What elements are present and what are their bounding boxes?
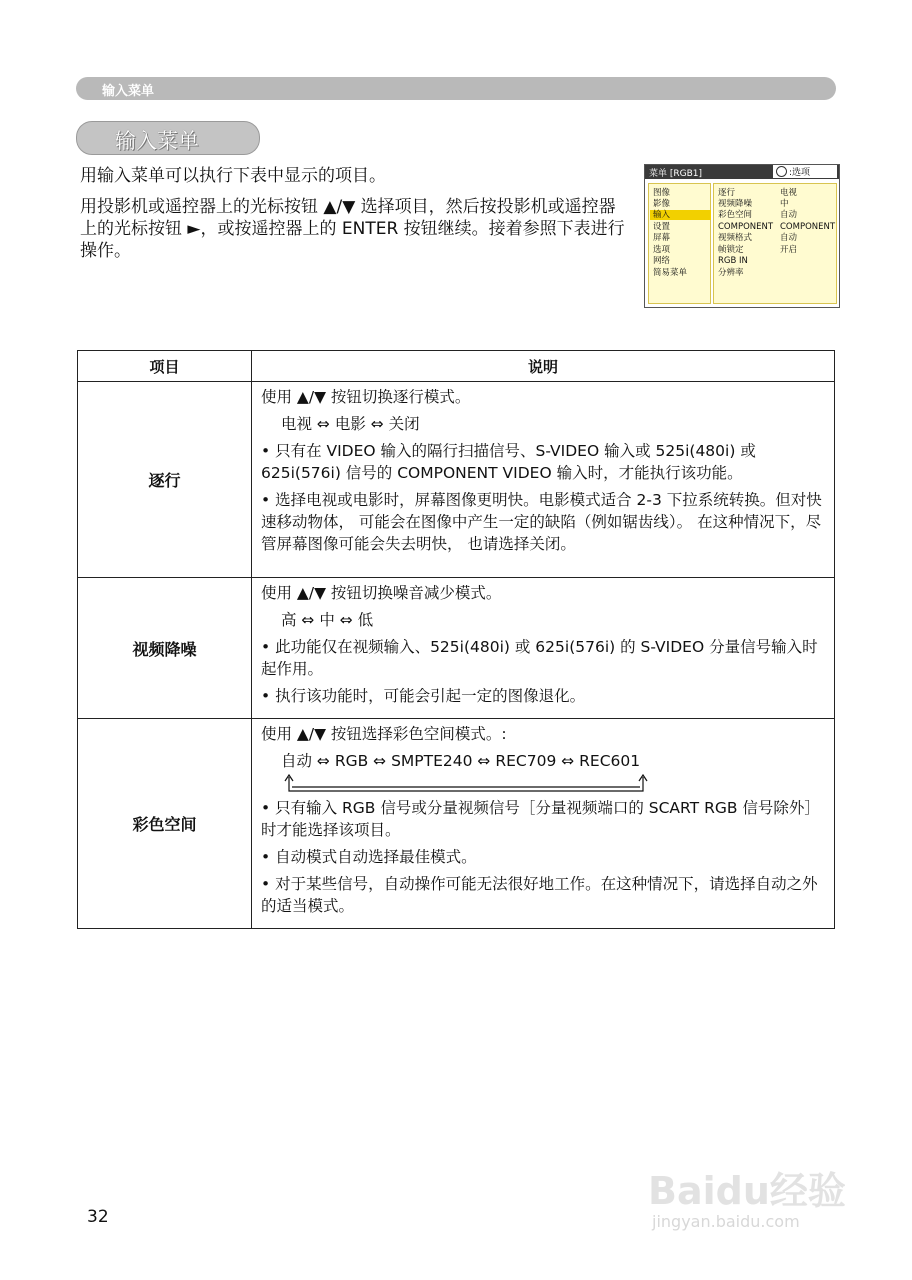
row-bullet: • 只有输入 RGB 信号或分量视频信号［分量视频端口的 SCART RGB 信号除外］时才能选择该项目。: [261, 799, 820, 839]
menu-screenshot: [644, 164, 840, 308]
menu-right-item: 帧锁定: [718, 245, 744, 255]
select-hint-label: :选项: [789, 168, 811, 178]
table-header-row: [78, 351, 835, 382]
row-intro: 使用 ▲/▼ 按钮切换逐行模式。: [261, 388, 471, 406]
menu-right-value: 电视: [780, 188, 798, 198]
menu-left-panel: [648, 183, 711, 304]
description-cell: [252, 578, 835, 719]
row-bullet: • 此功能仅在视频输入、525i(480i) 或 625i(576i) 的 S-VIDEO 分量信号输入时起作用。: [261, 638, 818, 678]
menu-title: 菜单 [RGB1]: [649, 169, 703, 179]
row-bullet: • 只有在 VIDEO 输入的隔行扫描信号、S-VIDEO 输入或 525i(480i) 或 625i(576i) 信号的 COMPONENT VIDEO 输入时，才能执行该功能。: [261, 442, 756, 482]
menu-right-item: RGB IN: [718, 256, 748, 266]
row-bullet: • 对于某些信号，自动操作可能无法很好地工作。在这种情况下，请选择自动之外的适当模式。: [261, 875, 818, 915]
section-title: 输入菜单: [115, 129, 199, 153]
row-bullet: • 自动模式自动选择最佳模式。: [261, 848, 477, 866]
item-cell: 彩色空间: [78, 719, 252, 929]
watermark-logo: Baidu经验: [648, 1169, 846, 1213]
page-number: 32: [87, 1207, 109, 1227]
menu-right-item: 视频格式: [718, 233, 753, 243]
table-row: [78, 382, 835, 578]
row-bullet: • 选择电视或电影时，屏幕图像更明快。电影模式适合 2-3 下拉系统转换。但对快速移动物体， 可能会在图像中产生一定的缺陷（例如锯齿线）。 在这种情况下，尽管屏幕图像可能会失去明快， 也请选择关闭。: [261, 491, 822, 553]
column-header-item: 项目: [78, 351, 252, 382]
menu-right-value: 开启: [780, 245, 798, 255]
description-cell: [252, 382, 835, 578]
menu-left-item-active: 输入: [650, 210, 711, 220]
menu-right-item: COMPONENT: [718, 222, 774, 232]
table-row: [78, 578, 835, 719]
menu-left-item: 图像: [653, 188, 671, 198]
menu-header: [645, 165, 839, 179]
spec-table: [77, 350, 835, 929]
menu-left-item: 设置: [653, 222, 671, 232]
menu-left-item: 网络: [653, 256, 671, 266]
intro-paragraph-1: 用输入菜单可以执行下表中显示的项目。: [80, 166, 386, 186]
column-header-description: 说明: [252, 351, 835, 382]
item-cell: 视频降噪: [78, 578, 252, 719]
row-intro: 使用 ▲/▼ 按钮切换噪音减少模式。: [261, 584, 502, 602]
menu-right-value: 自动: [780, 210, 798, 220]
row-options: 自动 ⇔ RGB ⇔ SMPTE240 ⇔ REC709 ⇔ REC601: [281, 752, 641, 770]
menu-right-item: 彩色空间: [718, 210, 753, 220]
menu-right-value: 中: [780, 199, 789, 209]
menu-right-item: 逐行: [718, 188, 736, 198]
row-options: 高 ⇔ 中 ⇔ 低: [281, 611, 374, 629]
dial-icon: [776, 166, 787, 177]
section-title-pill: [76, 121, 260, 155]
cycle-arrow: [283, 773, 653, 795]
loop-arrow-icon: [283, 773, 653, 795]
row-options: 电视 ⇔ 电影 ⇔ 关闭: [281, 415, 420, 433]
menu-right-value: COMPONENT: [780, 222, 836, 232]
table-row: [78, 719, 835, 929]
menu-right-value: 自动: [780, 233, 798, 243]
section-header-label: 输入菜单: [102, 84, 155, 99]
menu-right-item: 分辨率: [718, 268, 744, 278]
menu-left-item: 影像: [653, 199, 671, 209]
item-cell: 逐行: [78, 382, 252, 578]
section-header-bar: [76, 77, 836, 100]
menu-left-item: 选项: [653, 245, 671, 255]
menu-left-item: 简易菜单: [653, 268, 688, 278]
row-intro: 使用 ▲/▼ 按钮选择彩色空间模式。:: [261, 725, 507, 743]
menu-left-item: 屏幕: [653, 233, 671, 243]
watermark-url: jingyan.baidu.com: [652, 1212, 800, 1231]
menu-right-item: 视频降噪: [718, 199, 753, 209]
menu-right-panel: [713, 183, 837, 304]
description-cell: [252, 719, 835, 929]
row-bullet: • 执行该功能时，可能会引起一定的图像退化。: [261, 687, 586, 705]
intro-paragraph-2: 用投影机或遥控器上的光标按钮 ▲/▼ 选择项目，然后按投影机或遥控器上的光标按钮 ►，或按遥控器上的 ENTER 按钮继续。接着参照下表进行操作。: [80, 197, 625, 261]
select-hint: [773, 165, 837, 178]
